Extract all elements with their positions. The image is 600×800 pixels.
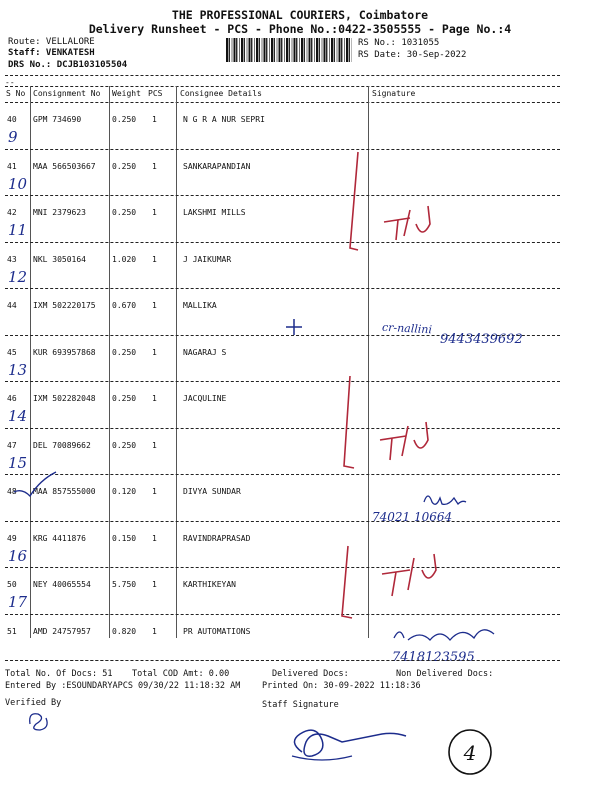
row-divider [5,242,560,243]
row-consignment-number: IXM 502282048 [33,394,96,403]
handwritten-signature-tlu-3 [330,540,480,630]
barcode-bar [284,38,285,62]
barcode-bar [256,38,258,62]
barcode-bar [296,38,297,62]
barcode-bar [266,38,267,62]
row-weight: 0.250 [112,115,137,124]
barcode-bar [334,38,335,62]
table-top-border [5,86,560,87]
row-serial-number: 46 [7,394,17,403]
dash-mark: -- [5,78,15,87]
row-serial-number: 42 [7,208,17,217]
barcode-bar [294,38,296,62]
handwritten-phone-51: 7418123595 [392,650,475,665]
barcode-bar [299,38,300,62]
row-serial-number: 45 [7,347,17,357]
barcode-bar [247,38,248,62]
row-pieces: 1 [152,161,157,171]
row-pieces: 1 [152,394,157,403]
barcode-bar [301,38,303,62]
barcode-bar [269,38,270,62]
row-consignee: DIVYA SUNDAR [183,487,241,496]
row-handwritten-number: 17 [8,593,28,611]
row-handwritten-number: 15 [8,453,28,472]
column-header-pcs: PCS [148,89,163,98]
barcode-bar [249,38,251,62]
row-pieces: 1 [152,440,157,450]
row-weight: 0.250 [112,394,137,403]
row-consignee: KARTHIKEYAN [183,580,236,589]
row-divider [5,195,560,196]
barcode-bar [281,38,282,62]
handwritten-initials-48 [420,488,470,510]
barcode-bar [346,38,348,62]
handwritten-name-44: cr-nallini [381,320,433,337]
column-divider [109,86,110,638]
handwritten-signature-51 [390,620,500,650]
row-handwritten-number: 9 [8,128,18,146]
delivered-docs: Delivered Docs: [272,669,349,679]
barcode-bar [322,38,323,62]
barcode-bar [236,38,237,62]
column-header-weight: Weight [112,89,141,98]
row-serial-number: 44 [7,301,17,310]
row-consignment-number: NEY 40065554 [33,580,91,589]
row-handwritten-number: 12 [8,267,28,286]
row-weight: 0.820 [112,626,137,636]
row-serial-number: 41 [7,161,17,171]
barcode-bar [337,38,338,62]
column-divider [368,86,369,638]
row-consignment-number: GPM 734690 [33,115,82,124]
row-pieces: 1 [152,301,157,310]
barcode-bar [262,38,263,62]
row-pieces: 1 [152,580,157,589]
barcode-bar [309,38,311,62]
row-consignment-number: KUR 693957868 [33,347,96,357]
row-serial-number: 51 [7,626,17,636]
barcode-bar [316,38,318,62]
row-divider [5,149,560,150]
row-pieces: 1 [152,347,157,357]
barcode-bar [254,38,255,62]
barcode-bar [349,38,350,62]
barcode-bar [286,38,288,62]
row-handwritten-number: 10 [8,174,28,193]
barcode-bar [304,38,305,62]
column-header-sno: S No [6,89,26,98]
verifier-initials [24,708,54,734]
row-weight: 0.250 [112,161,137,171]
column-header-consignment: Consignment No [33,89,101,98]
row-consignee: N G R A NUR SEPRI [183,115,265,124]
row-consignee: NAGARAJ S [183,347,227,357]
barcode-bar [226,38,228,62]
row-consignee: JACQULINE [183,394,227,403]
route-label: Route: VELLALORE [8,37,95,47]
barcode-bar [344,38,345,62]
row-serial-number: 50 [7,580,17,589]
barcode-bar [339,38,341,62]
row-handwritten-number: 14 [8,407,28,425]
row-serial-number: 47 [7,440,17,450]
barcode-bar [277,38,278,62]
barcode-bar [274,38,275,62]
column-header-signature: Signature [372,89,416,98]
row-handwritten-number: 11 [8,221,28,239]
column-header-consignee: Consignee Details [180,89,262,98]
staff-signature-label: Staff Signature [262,700,339,710]
row-weight: 0.250 [112,347,137,357]
row-divider [5,288,560,289]
barcode-bar [324,38,326,62]
barcode-bar [264,38,266,62]
row-pieces: 1 [152,208,157,217]
barcode-bar [314,38,315,62]
row-handwritten-number: 13 [8,360,28,379]
row-weight: 0.250 [112,208,137,217]
barcode-bar [244,38,245,62]
barcode-bar [331,38,333,62]
row-consignee: LAKSHMI MILLS [183,208,246,217]
rs-number: RS No.: 1031055 [358,38,440,48]
row-divider [5,521,560,522]
row-weight: 0.120 [112,487,137,496]
row-consignee: PR AUTOMATIONS [183,626,251,636]
column-divider [30,86,31,638]
barcode-bar [341,38,342,62]
table-header-divider [5,102,560,103]
staff-signature-scribble [282,712,412,768]
staff-label: Staff: VENKATESH [8,48,95,58]
barcode-bar [289,38,290,62]
row-consignment-number: MAA 857555000 [33,487,96,496]
runsheet-subtitle: Delivery Runsheet - PCS - Phone No.:0422-3505555 - Page No.:4 [88,22,512,36]
row-serial-number: 40 [7,115,17,124]
circled-page-mark [444,726,496,778]
barcode-bar [259,38,260,62]
row-weight: 5.750 [112,580,137,589]
handwritten-signature-tlu-2 [330,370,480,480]
handwritten-phone-44: 9443439692 [440,332,523,347]
barcode-bar [232,38,233,62]
barcode-bar [329,38,330,62]
row-pieces: 1 [152,487,157,496]
barcode-bar [307,38,308,62]
barcode-image [226,38,352,62]
row-consignment-number: MAA 566503667 [33,161,96,171]
drs-number: DRS No.: DCJB103105504 [8,60,128,70]
barcode-bar [251,38,252,62]
barcode-bar [311,38,312,62]
row-weight: 0.250 [112,440,137,450]
row-consignment-number: IXM 502220175 [33,301,96,310]
row-consignment-number: NKL 3050164 [33,254,86,264]
barcode-bar [234,38,236,62]
row-pieces: 1 [152,254,157,264]
row-pieces: 1 [152,115,157,124]
row-pieces: 1 [152,533,157,543]
header-top-divider [5,75,560,76]
row-weight: 0.670 [112,301,137,310]
non-delivered-docs: Non Delivered Docs: [396,669,494,679]
barcode-bar [279,38,281,62]
row-consignee: SANKARAPANDIAN [183,161,251,171]
row-weight: 0.150 [112,533,137,543]
footer-divider [5,660,560,661]
row-pieces: 1 [152,626,157,636]
entered-by: Entered By :ESOUNDARYAPCS 09/30/22 11:18:32 AM [5,681,241,691]
barcode-bar [241,38,243,62]
column-divider [176,86,177,638]
total-docs: Total No. Of Docs: 51 [5,669,113,679]
barcode-bar [326,38,327,62]
row-divider [5,381,560,382]
barcode-bar [319,38,320,62]
row-consignee: RAVINDRAPRASAD [183,533,251,543]
row-divider [5,567,560,568]
barcode-bar [271,38,273,62]
row-divider [5,474,560,475]
company-title: THE PROFESSIONAL COURIERS, Coimbatore [171,8,429,22]
barcode-bar [229,38,230,62]
row-consignee: MALLIKA [183,301,217,310]
row-serial-number: 48 [7,487,17,496]
row-consignment-number: KRG 4411876 [33,533,86,543]
row-divider [5,614,560,615]
row-consignee: J JAIKUMAR [183,254,232,264]
barcode-bar [239,38,240,62]
row-divider [5,428,560,429]
row-consignment-number: MNI 2379623 [33,208,86,217]
handwritten-phone-48: 74021 10664 [372,510,453,524]
verified-by-label: Verified By [5,698,62,708]
row-consignment-number: DEL 70089662 [33,440,91,450]
barcode-bar [292,38,293,62]
rs-date: RS Date: 30-Sep-2022 [358,50,467,60]
total-cod: Total COD Amt: 0.00 [132,669,230,679]
row-consignment-number: AMD 24757957 [33,626,91,636]
row-weight: 1.020 [112,254,137,264]
row-serial-number: 49 [7,533,17,543]
circled-page-number: 4 [463,741,477,765]
printed-on: Printed On: 30-09-2022 11:18:36 [262,681,421,691]
row-serial-number: 43 [7,254,17,264]
row-handwritten-number: 16 [8,546,28,565]
